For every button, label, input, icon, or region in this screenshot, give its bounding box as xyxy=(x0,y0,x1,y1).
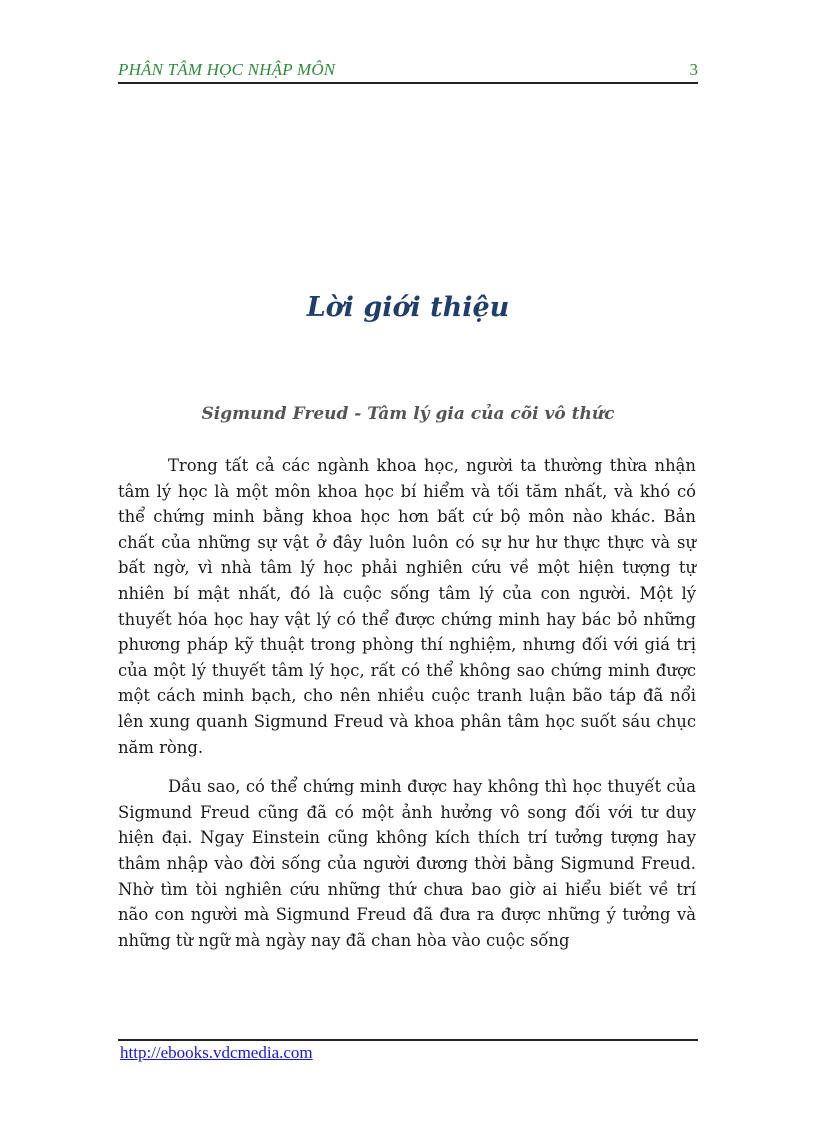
running-header xyxy=(118,60,698,82)
body-text xyxy=(118,453,696,953)
page-number: 3 xyxy=(689,60,698,79)
header-divider xyxy=(118,82,698,84)
footer-link[interactable]: http://ebooks.vdcmedia.com xyxy=(120,1043,313,1062)
paragraph-2: Dầu sao, có thể chứng minh được hay không thì học thuyết của Sigmund Freud cũng đã có một ảnh hưởng vô song đối với tư duy hiện đại. Ngay Einstein cũng không kích thích trí tưởng tượng hay thâm nhập vào đời sống của người đương thời bằng Sigmund Freud. Nhờ tìm tòi nghiên cứu những thứ chưa bao giờ ai hiểu biết về trí não con người mà Sigmund Freud đã đưa ra được những ý tưởng và những từ ngữ mà ngày nay đã chan hòa vào cuộc sống xyxy=(118,777,696,950)
footer-divider xyxy=(118,1039,698,1041)
chapter-subtitle: Sigmund Freud - Tâm lý gia của cõi vô thức xyxy=(201,404,615,424)
book-title: PHÂN TÂM HỌC NHẬP MÔN xyxy=(118,60,336,79)
chapter-title: Lời giới thiệu xyxy=(306,292,510,323)
paragraph-1: Trong tất cả các ngành khoa học, người ta thường thừa nhận tâm lý học là một môn khoa học bí hiểm và tối tăm nhất, và khó có thể chứng minh bằng khoa học hơn bất cứ bộ môn nào khác. Bản chất của những sự vật ở đây luôn luôn có sự hư hư thực thực và sự bất ngờ, vì nhà tâm lý học phải nghiên cứu về một hiện tượng tự nhiên bí mật nhất, đó là cuộc sống tâm lý của con người. Một lý thuyết hóa học hay vật lý có thể được chứng minh hay bác bỏ những phương pháp kỹ thuật trong phòng thí nghiệm, nhưng đối với giá trị của một lý thuyết tâm lý học, rất có thể không sao chứng minh được một cách minh bạch, cho nên nhiều cuộc tranh luận bão táp đã nổi lên xung quanh Sigmund Freud và khoa phân tâm học suốt sáu chục năm ròng. xyxy=(118,456,696,757)
